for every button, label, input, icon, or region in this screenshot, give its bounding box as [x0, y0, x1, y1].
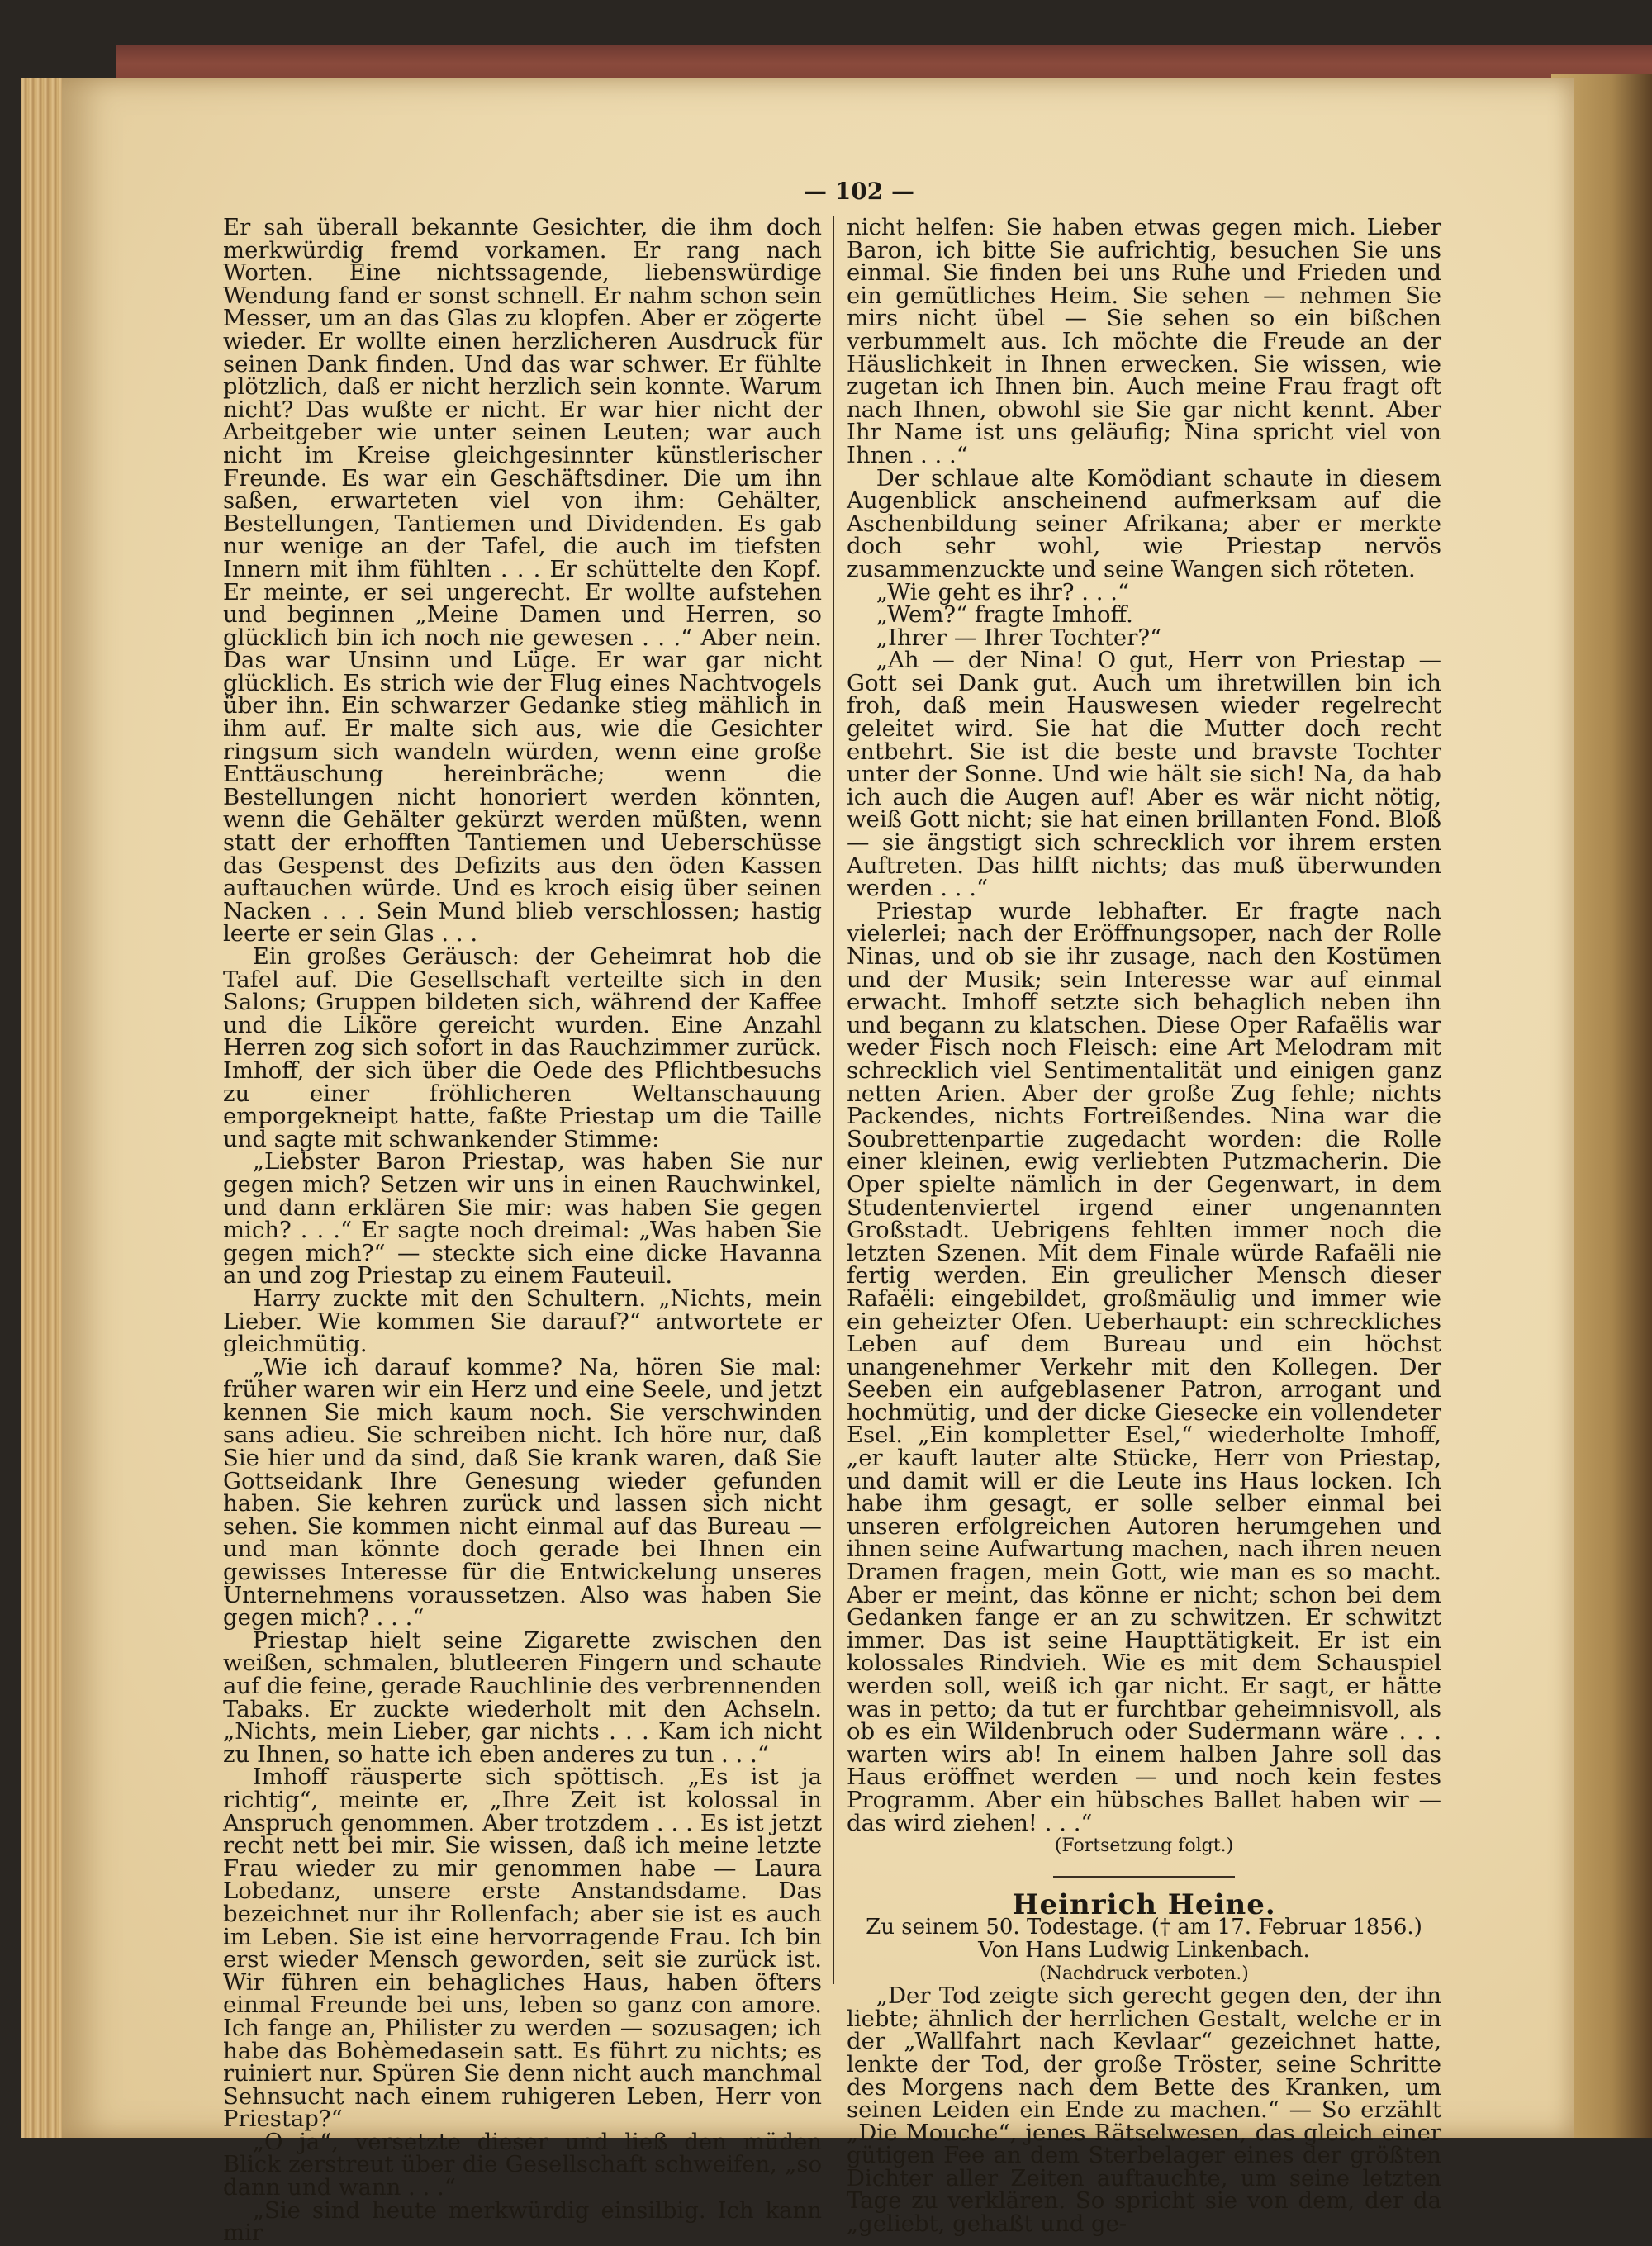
paragraph: nicht helfen: Sie haben etwas gegen mich. Lieber Baron, ich bitte Sie aufrichtig, besuchen Sie uns einmal. Sie finden bei uns Ruhe und Frieden und ein gemütliches Heim. Sie sehen — nehmen Sie mirs nicht übel — Sie sehen so ein bißchen verbummelt aus. Ich möchte die Freude an der Häuslichkeit in Ihnen erwecken. Sie wissen, wie zugetan ich Ihnen bin. Auch meine Frau fragt oft nach Ihnen, obwohl sie Sie gar nicht kennt. Aber Ihr Name ist uns geläufig; Nina spricht viel von Ihnen . . .“ — [847, 214, 1441, 468]
reprint-notice: (Nachdruck verboten.) — [1039, 1963, 1249, 1984]
paragraph: „Sie sind heute merkwürdig einsilbig. Ich kann mir — [223, 2196, 822, 2246]
paragraph: „Wie ich darauf komme? Na, hören Sie mal: früher waren wir ein Herz und eine Seele, und jetzt kennen Sie mich kaum noch. Sie verschwinden sans adieu. Sie schreiben nicht. Ich höre nur, daß Sie hier und da sind, daß Sie krank waren, daß Sie Gottseidank Ihre Genesung wieder gefunden haben. Sie kehren zurück und lassen sich nicht sehen. Sie kommen nicht einmal auf das Bureau — und man könnte doch gerade bei Ihnen ein gewisses Interesse für die Entwickelung unseres Unternehmens voraussetzen. Also was haben Sie gegen mich? . . .“ — [223, 1353, 822, 1631]
paragraph: Der schlaue alte Komödiant schaute in diesem Augenblick anscheinend aufmerksam auf die Aschenbildung seiner Afrikana; aber er merkte doch sehr wohl, wie Priestap nervös zusammenzuckte und seine Wangen sich röteten. — [847, 464, 1441, 582]
section-divider — [1053, 1876, 1235, 1878]
article-author: Von Hans Ludwig Linkenbach. — [978, 1937, 1310, 1963]
right-column — [847, 216, 1441, 2236]
column-divider — [833, 216, 834, 1984]
paragraph: „Ihrer — Ihrer Tochter?“ — [876, 624, 1162, 651]
paragraph: Priestap hielt seine Zigarette zwischen den weißen, schmalen, blutleeren Fingern und schaute auf die feine, gerade Rauchlinie des verbrennenden Tabaks. Er zuckte wiederholt mit den Achseln. „Nichts, mein Lieber, gar nichts . . . Kam ich nicht zu Ihnen, so hatte ich eben anderes zu tun . . .“ — [223, 1626, 822, 1768]
paragraph: Imhoff räusperte sich spöttisch. „Es ist ja richtig“, meinte er, „Ihre Zeit ist kolossal in Anspruch genommen. Aber trotzdem . . . Es ist jetzt recht nett bei mir. Sie wissen, daß ich meine letzte Frau wieder zu mir genommen habe — Laura Lobedanz, unsere erste Anstandsdame. Das bezeichnet nur ihr Rollenfach; aber sie ist es auch im Leben. Sie ist eine hervorragende Frau. Ich bin erst wieder Mensch geworden, seit sie zurück ist. Wir führen ein behagliches Haus, haben öfters einmal Freunde bei uns, leben so ganz con amore. Ich fange an, Philister zu werden — sozusagen; ich habe das Bohèmedasein satt. Es führt zu nichts; es ruiniert nur. Spüren Sie denn nicht auch manchmal Sehnsucht nach einem ruhigeren Leben, Herr von Priestap?“ — [223, 1764, 822, 2133]
article-subtitle: Zu seinem 50. Todestage. († am 17. Februar 1856.) — [866, 1915, 1422, 1940]
page-number: — 102 — — [804, 178, 914, 205]
paragraph: Ein großes Geräusch: der Geheimrat hob die Tafel auf. Die Gesellschaft verteilte sich in den Salons; Gruppen bildeten sich, während der Kaffee und die Liköre gereicht wurden. Eine Anzahl Herren zog sich sofort in das Rauchzimmer zurück. Imhoff, der sich über die Oede des Pflichtbesuchs zu einer fröhlicheren Weltanschauung emporgekneipt hatte, faßte Priestap um die Taille und sagte mit schwankender Stimme: — [223, 943, 822, 1152]
paragraph: „O ja“, versetzte dieser und ließ den müden Blick zerstreut über die Gesellschaft schweifen, „so dann und wann . . .“ — [223, 2128, 822, 2201]
paragraph: „Wem?“ fragte Imhoff. — [876, 601, 1133, 629]
paragraph: „Ah — der Nina! O gut, Herr von Priestap — Gott sei Dank gut. Auch um ihretwillen bin ich froh, daß mein Hauswesen wieder regelrecht geleitet wird. Sie hat die Mutter doch recht entbehrt. Sie ist die beste und bravste Tochter unter der Sonne. Und wie hält sie sich! Na, da hab ich auch die Augen auf! Aber es wär nicht nötig, weiß Gott nicht; sie hat einen brillanten Fond. Bloß — sie ängstigt sich schrecklich vor ihrem ersten Auftreten. Das hilft nichts; das muß überwunden werden . . .“ — [847, 647, 1441, 902]
paragraph: Harry zuckte mit den Schultern. „Nichts, mein Lieber. Wie kommen Sie darauf?“ antwortete er gleichmütig. — [223, 1284, 822, 1358]
paragraph: „Liebster Baron Priestap, was haben Sie nur gegen mich? Setzen wir uns in einen Rauchwinkel, und dann erklären Sie mir: was haben Sie gegen mich? . . .“ Er sagte noch dreimal: „Was haben Sie gegen mich?“ — steckte sich eine dicke Havanna an und zog Priestap zu einem Fauteuil. — [223, 1148, 822, 1289]
paragraph: „Wie geht es ihr? . . .“ — [876, 578, 1130, 605]
article-title: Heinrich Heine. — [1012, 1887, 1276, 1921]
article-body: „Der Tod zeigte sich gerecht gegen den, der ihn liebte; ähnlich der herrlichen Gestalt, welche er in der „Wallfahrt nach Kevlaar“ gezeichnet hatte, lenkte der Tod, der große Tröster, seine Schritte des Morgens nach dem Bette des Kranken, um seinen Leiden ein Ende zu machen.“ — So erzählt „Die Mouche“, jenes Rätselwesen, das gleich einer gütigen Fee an dem Sterbelager eines der größten Dichter aller Zeiten auftauchte, um seine letzten Tage zu verklären. So spricht sie von dem, der da „geliebt, gehaßt und ge- — [847, 1982, 1441, 2238]
paragraph: Er sah überall bekannte Gesichter, die ihm doch merkwürdig fremd vorkamen. Er rang nach Worten. Eine nichtssagende, liebenswürdige Wendung fand er sonst schnell. Er nahm schon sein Messer, um an das Glas zu klopfen. Aber er zögerte wieder. Er wollte einen herzlicheren Ausdruck für seinen Dank finden. Und das war schwer. Er fühlte plötzlich, daß er nicht herzlich sein konnte. Warum nicht? Das wußte er nicht. Er war hier nicht der Arbeitgeber wie unter seinen Leuten; war auch nicht im Kreise gleichgesinnter künstlerischer Freunde. Es war ein Geschäftsdiner. Die um ihn saßen, erwarteten viel von ihm: Gehälter, Bestellungen, Tantiemen und Dividenden. Es gab nur wenige an der Tafel, die auch im tiefsten Innern mit ihm fühlten . . . Er schüttelte den Kopf. Er meinte, er sei ungerecht. Er wollte aufstehen und beginnen „Meine Damen und Herren, so glücklich bin ich noch nie gewesen . . .“ Aber nein. Das war Unsinn und Lüge. Er war gar nicht glücklich. Es strich wie der Flug eines Nachtvogels über ihn. Ein schwarzer Gedanke stieg mählich in ihm auf. Er malte sich aus, wie die Gesichter ringsum sich wandeln würden, wenn eine große Enttäuschung hereinbräche; wenn die Bestellungen nicht honoriert werden könnten, wenn die Gehälter gekürzt werden müßten, wenn statt der erhofften Tantiemen und Ueberschüsse das Gespenst des Defizits aus den öden Kassen auftauchen würde. Und es kroch eisig über seinen Nacken . . . Sein Mund blieb verschlossen; hastig leerte er sein Glas . . . — [223, 214, 822, 947]
paragraph: Priestap wurde lebhafter. Er fragte nach vielerlei; nach der Eröffnungsoper, nach der Rolle Ninas, und ob sie ihr zusage, nach den Kostümen und der Musik; sein Interesse war auf einmal erwacht. Imhoff setzte sich behaglich neben ihn und begann zu klatschen. Diese Oper Rafaëlis war weder Fisch noch Fleisch: eine Art Melodram mit schrecklich viel Sentimentalität und einigen ganz netten Arien. Aber der große Zug fehle; nichts Packendes, nichts Fortreißendes. Nina war die Soubrettenpartie zugedacht worden: die Rolle einer kleinen, ewig verliebten Putzmacherin. Die Oper spielte nämlich in der Gegenwart, in dem Studentenviertel irgend einer ungenannten Großstadt. Uebrigens fehlten immer noch die letzten Szenen. Mit dem Finale würde Rafaëli nie fertig werden. Ein greulicher Mensch dieser Rafaëli: eingebildet, großmäulig und immer wie ein geheizter Ofen. Ueberhaupt: ein schreckliches Leben auf dem Bureau und ein höchst unangenehmer Verkehr mit den Kollegen. Der Seeben ein aufgeblasener Patron, arrogant und hochmütig, und der dicke Giesecke ein vollendeter Esel. „Ein kompletter Esel,“ wiederholte Imhoff, „er kauft lauter alte Stücke, Herr von Priestap, und damit will er die Leute ins Haus locken. Ich habe ihm gesagt, er solle selber einmal bei unseren erfolgreichen Autoren herumgehen und ihnen seine Aufwartung machen, nach ihren neuen Dramen fragen, mein Gott, wie man es so macht. Aber er meint, das könne er nicht; schon bei dem Gedanken fange er an zu schwitzen. Er schwitzt immer. Das ist seine Haupttätigkeit. Er ist ein kolossales Rindvieh. Wie es mit dem Schauspiel werden soll, weiß ich gar nicht. Er sagt, er hätte was in petto; da tut er furchtbar geheimnisvoll, als ob es ein Wildenbruch oder Sudermann wäre . . . warten wirs ab! In einem halben Jahre soll das Haus eröffnet werden — und noch kein festes Programm. Aber ein hübsches Ballet haben wir — das wird ziehen! . . .“ — [847, 897, 1441, 1836]
left-column — [223, 216, 822, 2245]
serial-continued-note: (Fortsetzung folgt.) — [1054, 1835, 1234, 1857]
